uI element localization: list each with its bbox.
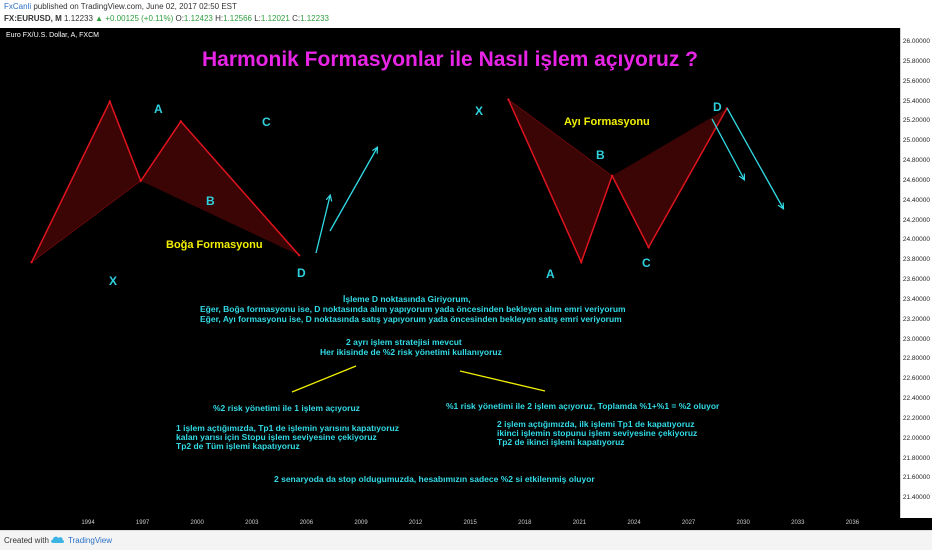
bear-point-c: C <box>642 256 651 270</box>
price-tick-label: 22.40000 <box>902 395 930 403</box>
bull-point-d: D <box>297 266 306 280</box>
publish-line <box>4 2 237 11</box>
tp-arrow-2 <box>330 148 377 231</box>
price-tick-label: 24.40000 <box>902 196 930 204</box>
price-tick-label: 24.00000 <box>902 236 930 244</box>
time-tick-label: 2018 <box>518 520 532 526</box>
drawing-overlay <box>0 28 900 518</box>
time-tick-label: 2036 <box>845 520 860 526</box>
chart-title: Harmonik Formasyonlar ile Nasıl işlem açıyoruz ? <box>201 48 698 71</box>
bull-pattern-point-0 <box>30 261 32 263</box>
bull-pattern-fill-bcd <box>141 121 299 255</box>
sell-arrow-1 <box>712 119 744 179</box>
open-value: 1.12423 <box>183 14 213 23</box>
tp-arrow-1 <box>316 196 330 253</box>
price-tick-label: 21.80000 <box>902 454 930 462</box>
time-tick-label: 2033 <box>791 520 805 526</box>
sell-arrow-2 <box>727 108 783 208</box>
bear-pattern-point-2 <box>611 175 613 177</box>
low-value: 1.12021 <box>260 14 290 23</box>
price-tick-label: 24.80000 <box>902 157 930 165</box>
up-arrow-icon: ▲ <box>95 14 104 23</box>
time-tick-label: 2009 <box>354 520 368 526</box>
open-label: O: <box>175 14 184 23</box>
price-tick-label: 26.00000 <box>902 38 930 45</box>
price-tick-label: 25.00000 <box>902 137 930 145</box>
price-tick-label: 22.60000 <box>902 375 930 383</box>
time-tick-label: 2012 <box>408 520 423 526</box>
right-scenario-head: %1 risk yönetimi ile 2 işlem açıyoruz, Toplamda %1+%1 = %2 oluyor <box>446 401 720 411</box>
price-tick-label: 24.20000 <box>902 216 930 224</box>
bull-point-c: C <box>262 115 271 129</box>
footer-bar <box>0 530 932 550</box>
chart-pane[interactable] <box>0 28 900 518</box>
publish-header <box>0 0 932 28</box>
tradingview-cloud-icon <box>50 534 65 544</box>
symbol-line <box>4 14 329 23</box>
price-tick-label: 21.60000 <box>902 474 930 482</box>
price-tick-label: 23.80000 <box>902 256 930 264</box>
price-tick-label: 24.60000 <box>902 176 930 184</box>
created-with-text: Created with <box>4 536 49 545</box>
left-scenario-line-1: 1 işlem açtığımızda, Tp1 de işlemin yarısını kapatıyoruz <box>176 423 399 433</box>
published-text: published on TradingView.com, June 02, 2017 02:50 EST <box>33 2 237 11</box>
left-scenario-line-3: Tp2 de Tüm işlemi kapatıyoruz <box>176 441 300 451</box>
time-tick-label: 2015 <box>463 520 477 526</box>
time-tick-label: 2003 <box>245 520 259 526</box>
price-tick-label: 23.60000 <box>902 276 930 284</box>
bull-pattern-fill-xab <box>32 102 141 263</box>
price-tick-label: 25.20000 <box>902 117 930 125</box>
bull-pattern-point-4 <box>298 254 300 256</box>
right-scenario-line-1: 2 işlem açtığımızda, ilk işlemi Tp1 de kapatıyoruz <box>497 419 695 429</box>
bear-point-a: A <box>546 267 555 281</box>
time-tick-label: 1994 <box>81 520 95 526</box>
tradingview-link[interactable]: TradingView <box>68 536 113 545</box>
entry-text-1: İşleme D noktasında Giriyorum, <box>343 294 471 304</box>
author-link[interactable]: FxCanli <box>4 2 32 11</box>
series-label: Euro FX/U.S. Dollar, A, FXCM <box>6 32 99 39</box>
price-tick-label: 25.60000 <box>902 77 930 85</box>
price-tick-label: 21.40000 <box>902 494 930 502</box>
time-tick-label: 2021 <box>572 520 587 526</box>
price-tick-label: 23.20000 <box>902 315 930 323</box>
bear-pattern-label: Ayı Formasyonu <box>564 116 650 128</box>
right-scenario-line-2: ikinci işlemin stopunu işlem seviyesine çekiyoruz <box>497 428 698 438</box>
price-tick-label: 22.00000 <box>902 434 930 442</box>
strategy-text-1: 2 ayrı işlem stratejisi mevcut <box>346 337 462 347</box>
close-value: 1.12233 <box>300 14 329 23</box>
entry-text-2: Eğer, Boğa formasyonu ise, D noktasında alım yapıyorum yada öncesinden bekleyen alım emri veriyorum <box>200 304 626 314</box>
price-tick-label: 25.80000 <box>902 57 930 65</box>
time-tick-label: 1997 <box>135 520 150 526</box>
bear-pattern-point-3 <box>647 246 649 248</box>
last-price: 1.12233 <box>64 14 93 23</box>
time-tick-label: 2006 <box>299 520 314 526</box>
bear-pattern-point-0 <box>507 98 509 100</box>
time-tick-label: 2024 <box>627 520 641 526</box>
bear-point-b: B <box>596 148 605 162</box>
time-tick-label: 2030 <box>736 520 750 526</box>
price-change: +0.00125 (+0.11%) <box>105 14 174 23</box>
time-tick-label: 2027 <box>681 520 696 526</box>
high-value: 1.12566 <box>223 14 252 23</box>
price-tick-label: 23.00000 <box>902 335 930 343</box>
right-scenario-line-3: Tp2 de ikinci işlemi kapatıyoruz <box>497 437 625 447</box>
connector-line-right <box>460 371 545 391</box>
time-tick-label: 2000 <box>190 520 204 526</box>
bull-pattern-point-2 <box>140 180 142 182</box>
price-tick-label: 22.20000 <box>902 414 930 422</box>
price-tick-label: 25.40000 <box>902 97 930 105</box>
bear-point-x: X <box>475 104 484 118</box>
high-label: H: <box>215 14 224 23</box>
low-label: L: <box>254 14 261 23</box>
bull-pattern-point-3 <box>180 120 182 122</box>
price-tick-label: 22.80000 <box>902 355 930 363</box>
entry-text-3: Eğer, Ayı formasyonu ise, D noktasında satış yapıyorum yada öncesinden bekleyen satış emri veriyorum <box>200 314 622 324</box>
bull-point-b: B <box>206 194 215 208</box>
price-tick-label: 23.40000 <box>902 295 930 303</box>
bull-point-a: A <box>154 102 163 116</box>
bottom-note: 2 senaryoda da stop oldugumuzda, hesabımızın sadece %2 si etkilenmiş oluyor <box>274 474 595 484</box>
left-scenario-head: %2 risk yönetimi ile 1 işlem açıyoruz <box>213 403 360 413</box>
bull-pattern-label: Boğa Formasyonu <box>166 239 263 251</box>
close-label: C: <box>292 14 301 23</box>
symbol-name: FX:EURUSD, M <box>4 14 62 23</box>
bear-point-d: D <box>713 100 722 114</box>
connector-line-left <box>292 366 356 392</box>
bull-pattern-point-1 <box>109 100 111 102</box>
bear-pattern-point-1 <box>580 261 582 263</box>
left-scenario-line-2: kalan yarısı için Stopu işlem seviyesine çekiyoruz <box>176 432 377 442</box>
bear-pattern-fill-bcd <box>612 108 727 247</box>
bull-point-x: X <box>109 274 118 288</box>
time-axis[interactable] <box>0 518 932 530</box>
price-axis[interactable] <box>900 28 932 518</box>
strategy-text-2: Her ikisinde de %2 risk yönetimi kullanıyoruz <box>320 347 502 357</box>
